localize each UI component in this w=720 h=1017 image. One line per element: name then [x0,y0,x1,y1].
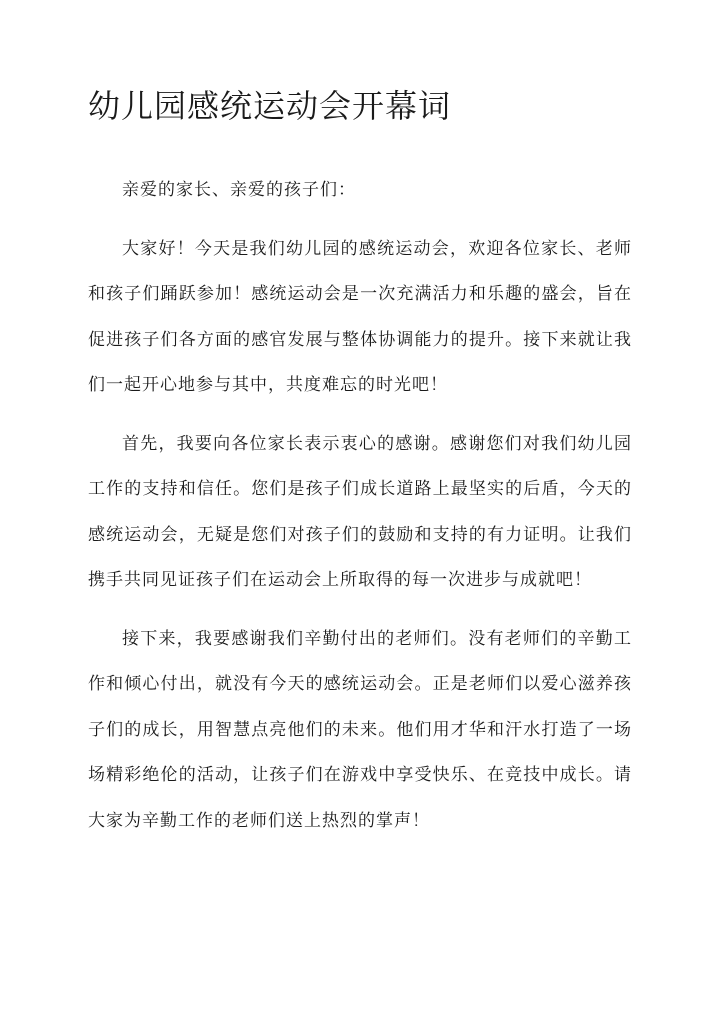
document-title: 幼儿园感统运动会开幕词 [88,87,452,125]
paragraph-thanks-parents: 首先，我要向各位家长表示衷心的感谢。感谢您们对我们幼儿园工作的支持和信任。您们是孩子们成长道路上最坚实的后盾，今天的感统运动会，无疑是您们对孩子们的鼓励和支持的有力证明。让我们携手共同见证孩子们在运动会上所取得的每一次进步与成就吧！ [88,433,632,590]
salutation: 亲爱的家长、亲爱的孩子们： [122,180,356,200]
paragraph-thanks-teachers: 接下来，我要感谢我们辛勤付出的老师们。没有老师们的辛勤工作和倾心付出，就没有今天的感统运动会。正是老师们以爱心滋养孩子们的成长，用智慧点亮他们的未来。他们用才华和汗水打造了一场场精彩绝伦的活动，让孩子们在游戏中享受快乐、在竞技中成长。请大家为辛勤工作的老师们送上热烈的掌声！ [88,628,632,831]
paragraph-greeting: 大家好！今天是我们幼儿园的感统运动会，欢迎各位家长、老师和孩子们踊跃参加！感统运动会是一次充满活力和乐趣的盛会，旨在促进孩子们各方面的感官发展与整体协调能力的提升。接下来就让我们一起开心地参与其中，共度难忘的时光吧！ [88,238,632,395]
document-body [88,168,632,857]
